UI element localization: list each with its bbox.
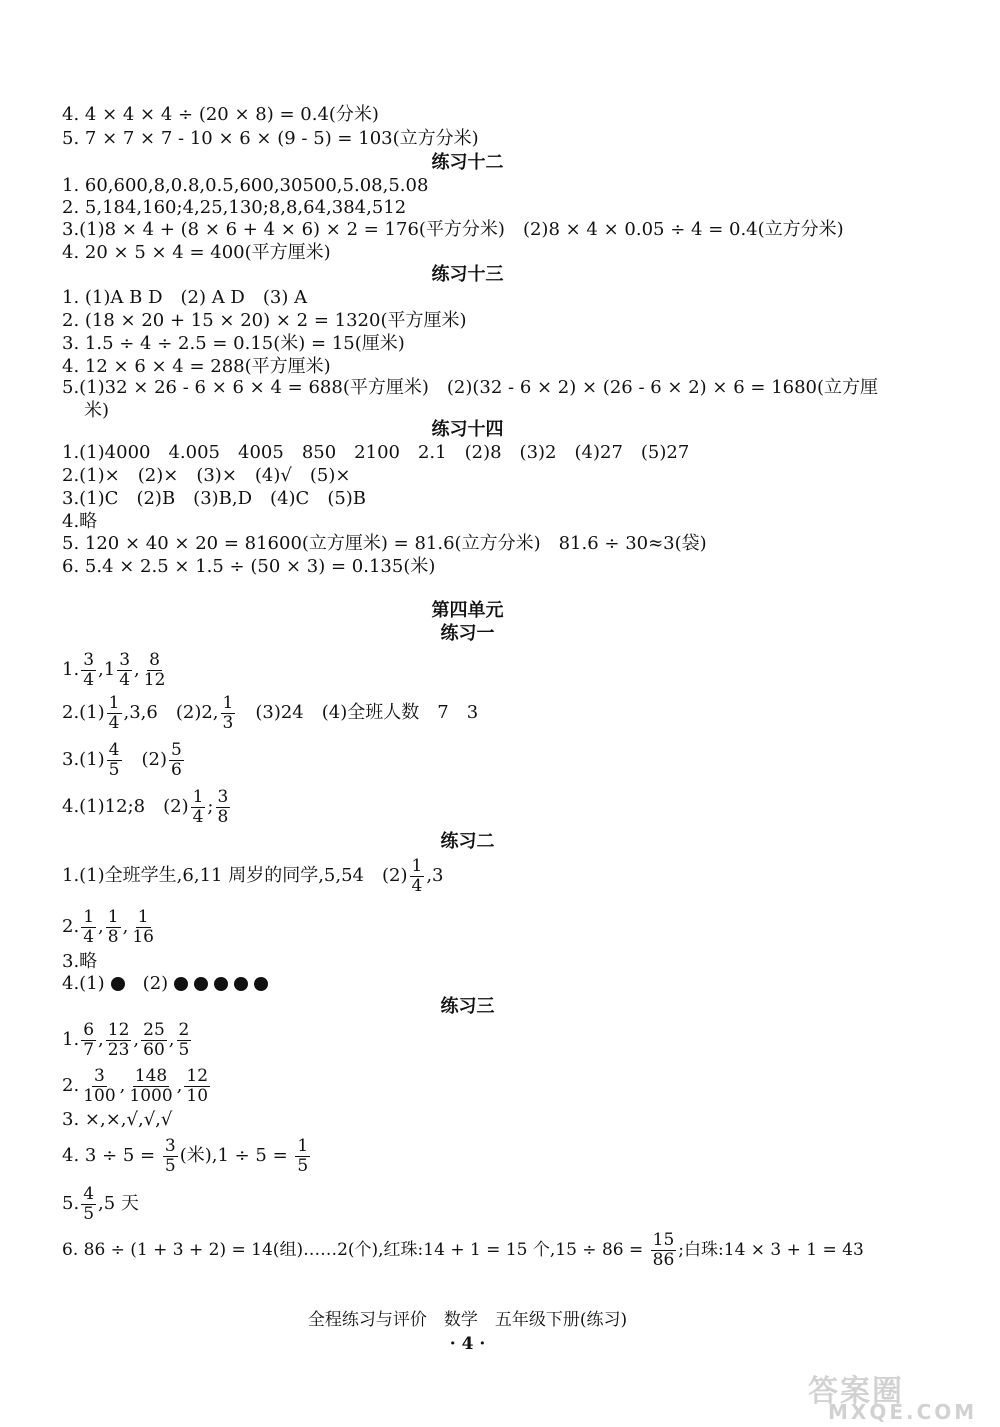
answer-line: 4. 20 × 5 × 4 = 400(平方厘米) — [62, 242, 331, 263]
answer-line — [62, 693, 478, 733]
fraction — [81, 651, 96, 690]
fraction — [177, 1021, 192, 1060]
line-text: (2) — [123, 749, 167, 770]
answer-line: 2. (18 × 20 + 15 × 20) × 2 = 1320(平方厘米) — [62, 310, 467, 331]
fraction — [295, 1137, 310, 1176]
line-text: 2. — [62, 1075, 80, 1096]
fraction — [107, 741, 122, 780]
dot-group — [174, 977, 268, 991]
numerator: 1 — [83, 906, 95, 927]
answer-line — [62, 1184, 139, 1224]
line-text: , — [134, 659, 140, 680]
dot-group — [111, 977, 125, 991]
line-text: 4.(1)12;8 (2) — [62, 796, 189, 817]
answer-line: 4.略 — [62, 511, 98, 532]
footer-title: 全程练习与评价 数学 五年级下册(练习) — [307, 1310, 628, 1330]
section-heading: 练习十四 — [431, 419, 504, 440]
line-text: ,3 — [426, 865, 444, 886]
line-text: 2. — [62, 916, 80, 937]
numerator: 5 — [171, 739, 182, 760]
denominator: 4 — [83, 669, 95, 690]
denominator: 8 — [217, 806, 229, 827]
dot-icon — [111, 977, 125, 991]
fraction — [130, 908, 156, 947]
answer-line — [62, 650, 169, 690]
answer-line — [62, 1066, 212, 1106]
answer-line: 2.(1)× (2)× (3)× (4)√ (5)× — [62, 465, 351, 486]
numerator: 3 — [217, 786, 229, 807]
numerator: 1 — [222, 692, 234, 713]
dot-icon — [254, 977, 268, 991]
numerator: 3 — [164, 1135, 176, 1156]
line-text: 5. — [62, 1193, 80, 1214]
line-text: 1. — [62, 659, 80, 680]
answer-line: 5. 120 × 40 × 20 = 81600(立方厘米) = 81.6(立方分米) 81.6 ÷ 30≈3(袋) — [62, 533, 707, 554]
watermark-en: MXQE.COM — [828, 1400, 978, 1424]
dot-icon — [214, 977, 228, 991]
numerator: 1 — [137, 906, 149, 927]
fraction — [142, 651, 168, 690]
answer-line: 4. 4 × 4 × 4 ÷ (20 × 8) = 0.4(分米) — [62, 104, 379, 125]
line-text: 4. 3 ÷ 5 = — [62, 1145, 161, 1166]
answer-line: 3. 1.5 ÷ 4 ÷ 2.5 = 0.15(米) = 15(厘米) — [62, 333, 405, 354]
dot-icon — [174, 977, 188, 991]
fraction — [221, 694, 236, 733]
answer-line — [62, 1136, 312, 1176]
fraction — [216, 788, 231, 827]
numerator: 3 — [119, 649, 131, 670]
line-text: , — [119, 1075, 126, 1096]
line-text: 1. — [62, 1029, 80, 1050]
fraction — [184, 1067, 210, 1106]
line-text: , — [98, 916, 104, 937]
answer-line: 6. 5.4 × 2.5 × 1.5 ÷ (50 × 3) = 0.135(米) — [62, 556, 436, 577]
fraction — [117, 651, 132, 690]
answer-line — [62, 1230, 864, 1270]
line-text: 6. 86 ÷ (1 + 3 + 2) = 14(组)……2(个),红珠:14 + 1 = 15 个,15 ÷ 86 = — [62, 1240, 649, 1260]
answer-line — [62, 907, 158, 947]
line-text: 2.(1) — [62, 702, 105, 723]
numerator: 6 — [83, 1019, 95, 1040]
answer-line: 1.(1)4000 4.005 4005 850 2100 2.1 (2)8 (3)2 (4)27 (5)27 — [62, 442, 690, 463]
line-text: ,5 天 — [98, 1193, 139, 1214]
numerator: 1 — [297, 1135, 309, 1156]
answer-line: 5. 7 × 7 × 7 - 10 × 6 × (9 - 5) = 103(立方分米) — [62, 128, 479, 149]
answer-line — [62, 973, 268, 995]
answer-line: 3. ×,×,√,√,√ — [62, 1109, 173, 1130]
denominator: 4 — [192, 806, 204, 827]
watermark-cn: 答案圈 — [808, 1374, 904, 1409]
unit-heading: 第四单元 — [431, 600, 504, 621]
denominator: 86 — [652, 1250, 675, 1270]
line-text: (米),1 ÷ 5 = — [179, 1145, 294, 1166]
denominator: 6 — [171, 759, 182, 780]
answer-line: 3.略 — [62, 951, 98, 972]
line-text: (3)24 (4)全班人数 7 3 — [237, 702, 479, 723]
line-text: , — [122, 916, 129, 937]
numerator: 4 — [83, 1183, 95, 1204]
answer-line — [62, 787, 232, 827]
answer-line: 4. 12 × 6 × 4 = 288(平方厘米) — [62, 356, 331, 377]
numerator: 15 — [652, 1230, 675, 1250]
numerator: 8 — [149, 649, 160, 670]
numerator: 1 — [411, 855, 423, 876]
answer-line: 1. 60,600,8,0.8,0.5,600,30500,5.08,5.08 — [62, 175, 429, 196]
line-text: , — [98, 1029, 104, 1050]
numerator: 1 — [107, 906, 119, 927]
denominator: 4 — [411, 875, 423, 896]
section-heading: 练习十二 — [431, 152, 504, 173]
section-heading: 练习三 — [440, 996, 495, 1017]
fraction — [651, 1231, 677, 1270]
section-heading: 练习二 — [440, 831, 495, 852]
line-text: 3.(1) — [62, 749, 105, 770]
fraction — [141, 1021, 167, 1060]
fraction — [127, 1067, 174, 1106]
denominator: 23 — [107, 1039, 130, 1060]
fraction — [191, 788, 206, 827]
fraction — [81, 1067, 117, 1106]
denominator: 100 — [83, 1085, 116, 1106]
denominator: 10 — [186, 1085, 209, 1106]
line-text: ; — [207, 796, 214, 817]
line-text: ;白珠:14 × 3 + 1 = 43 — [678, 1240, 864, 1260]
answer-line: 3.(1)C (2)B (3)B,D (4)C (5)B — [62, 488, 367, 509]
denominator: 12 — [143, 669, 166, 690]
line-text: , — [133, 1029, 140, 1050]
line-text: 4.(1) — [62, 973, 105, 994]
numerator: 25 — [143, 1019, 165, 1040]
line-text: ,3,6 (2)2, — [123, 702, 219, 723]
denominator: 5 — [164, 1155, 176, 1176]
numerator: 1 — [192, 786, 204, 807]
fraction — [106, 908, 121, 947]
page-number: · 4 · — [449, 1334, 486, 1354]
section-heading: 练习一 — [440, 623, 495, 644]
numerator: 3 — [83, 649, 95, 670]
answer-line: 3.(1)8 × 4 + (8 × 6 + 4 × 6) × 2 = 176(平方分米) (2)8 × 4 × 0.05 ÷ 4 = 0.4(立方分米) — [62, 219, 844, 240]
dot-icon — [194, 977, 208, 991]
fraction — [107, 694, 122, 733]
line-text: , — [176, 1075, 183, 1096]
denominator: 4 — [108, 712, 120, 733]
denominator: 3 — [222, 712, 234, 733]
denominator: 5 — [297, 1155, 309, 1176]
numerator: 1 — [108, 692, 120, 713]
denominator: 7 — [83, 1039, 95, 1060]
answer-line — [62, 1020, 193, 1060]
numerator: 148 — [134, 1065, 168, 1086]
line-text: ,1 — [98, 659, 116, 680]
answer-line: 1. (1)A B D (2) A D (3) A — [62, 287, 308, 308]
denominator: 4 — [83, 926, 95, 947]
fraction — [106, 1021, 132, 1060]
fraction — [169, 741, 184, 780]
answer-line — [62, 856, 444, 896]
numerator: 2 — [178, 1019, 190, 1040]
dot-icon — [234, 977, 248, 991]
denominator: 5 — [178, 1039, 190, 1060]
denominator: 16 — [132, 926, 154, 947]
numerator: 12 — [186, 1065, 209, 1086]
denominator: 5 — [108, 759, 120, 780]
denominator: 1000 — [129, 1085, 173, 1106]
line-text: 1.(1)全班学生,6,11 周岁的同学,5,54 (2) — [62, 865, 408, 886]
fraction — [410, 857, 425, 896]
answer-line — [62, 740, 186, 780]
watermark-logo — [800, 1366, 980, 1424]
answer-line: 2. 5,184,160;4,25,130;8,8,64,384,512 — [62, 197, 407, 218]
fraction — [163, 1137, 178, 1176]
fraction — [81, 908, 96, 947]
fraction — [81, 1021, 96, 1060]
denominator: 5 — [83, 1203, 95, 1224]
numerator: 12 — [107, 1019, 130, 1040]
line-text: , — [168, 1029, 175, 1050]
answer-line: 米) — [84, 400, 110, 421]
fraction — [81, 1185, 96, 1224]
denominator: 8 — [107, 926, 119, 947]
line-text: (2) — [124, 973, 169, 994]
answer-line: 5.(1)32 × 26 - 6 × 6 × 4 = 688(平方厘米) (2)(32 - 6 × 2) × (26 - 6 × 2) × 6 = 1680(立方厘 — [62, 377, 879, 398]
numerator: 4 — [108, 739, 120, 760]
denominator: 4 — [119, 669, 131, 690]
section-heading: 练习十三 — [431, 264, 504, 285]
numerator: 3 — [94, 1065, 105, 1086]
denominator: 60 — [143, 1039, 165, 1060]
